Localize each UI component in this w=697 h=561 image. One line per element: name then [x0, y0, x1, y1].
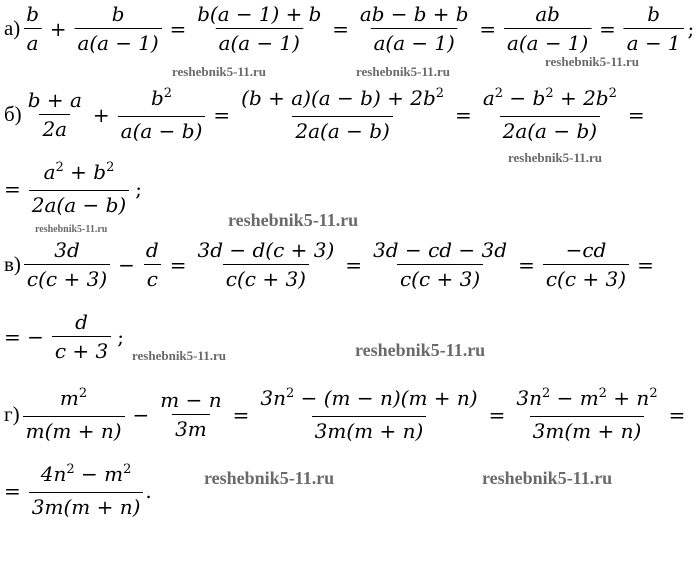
- numerator-text: + b: [63, 160, 107, 184]
- numerator: d: [145, 238, 159, 262]
- denominator: c(c + 3): [543, 264, 629, 291]
- exponent: 2: [541, 386, 551, 401]
- part-label-a: а): [4, 16, 21, 40]
- solution-v-line-1: [4, 238, 660, 291]
- equals-sign: =: [668, 402, 686, 427]
- numerator: b: [26, 2, 39, 27]
- plus-sign: +: [92, 102, 110, 127]
- semicolon: ;: [687, 16, 695, 41]
- fraction: [513, 386, 660, 443]
- equals-sign: =: [479, 16, 497, 41]
- equals-sign: =: [332, 16, 349, 41]
- numerator: m − n: [160, 388, 222, 412]
- numerator-text: 3n: [516, 386, 542, 410]
- fraction: [257, 386, 480, 443]
- exponent: 2: [608, 86, 617, 101]
- exponent: 2: [598, 386, 607, 401]
- fraction: [29, 160, 129, 217]
- numerator-text: a: [482, 86, 495, 110]
- equals-sign: =: [637, 252, 654, 277]
- solution-b-line-1: [4, 86, 651, 143]
- fraction: [357, 2, 472, 55]
- solution-a-line-1: [4, 2, 694, 55]
- numerator-text: + 2b: [553, 86, 609, 110]
- minus-sign: −: [132, 402, 150, 427]
- numerator: [41, 160, 118, 190]
- equals-sign: =: [345, 252, 363, 277]
- denominator: a(a − b): [118, 116, 206, 143]
- equals-sign: =: [169, 252, 187, 277]
- equals-sign: =: [232, 402, 250, 427]
- watermark: reshebnik5-11.ru: [204, 468, 335, 488]
- exponent: 2: [123, 462, 132, 477]
- numerator-text: − b: [503, 86, 546, 110]
- denominator: 2a(a − b): [29, 190, 129, 217]
- numerator-text: b: [150, 86, 164, 110]
- numerator-text: (b + a)(a − b) + 2b: [241, 86, 436, 110]
- exponent: 2: [66, 462, 75, 477]
- exponent: 2: [106, 160, 115, 175]
- part-label-g: г): [4, 402, 20, 426]
- exponent: 2: [435, 86, 445, 101]
- numerator: 3d − cd − 3d: [373, 238, 508, 262]
- equals-sign: =: [627, 102, 645, 127]
- denominator: c(c + 3): [397, 264, 483, 291]
- denominator: a(a − 1): [74, 28, 161, 55]
- semicolon: ;: [117, 324, 125, 349]
- denominator: 2a: [39, 114, 70, 141]
- numerator: [38, 462, 135, 492]
- exponent: 2: [545, 86, 554, 101]
- minus-sign: −: [118, 252, 135, 277]
- numerator-text: + n: [606, 386, 650, 410]
- period: .: [145, 478, 152, 503]
- numerator: [257, 386, 480, 416]
- numerator: d: [75, 310, 88, 334]
- plus-sign: +: [49, 16, 67, 41]
- denominator: a(a − 1): [504, 28, 591, 55]
- numerator: b: [647, 2, 661, 27]
- fraction: [504, 2, 591, 55]
- denominator: 2a(a − b): [292, 116, 392, 143]
- equals-sign: =: [169, 16, 187, 41]
- denominator: c: [144, 264, 161, 291]
- watermark: reshebnik5-11.ru: [172, 64, 267, 79]
- exponent: 2: [285, 386, 295, 401]
- denominator: c(c + 3): [223, 264, 309, 291]
- solution-g-line-1: [4, 386, 691, 443]
- fraction: [24, 238, 110, 291]
- numerator-text: 4n: [40, 462, 67, 486]
- numerator: 3d: [54, 238, 80, 262]
- numerator: b + a: [27, 88, 82, 112]
- fraction: [238, 86, 447, 143]
- exponent: 2: [163, 86, 173, 101]
- numerator: ab − b + b: [359, 2, 469, 27]
- fraction: [52, 310, 111, 363]
- equals-sign: =: [4, 478, 21, 503]
- solution-g-line-2: [4, 462, 152, 519]
- denominator: a: [24, 28, 42, 55]
- numerator-text: − m: [550, 386, 599, 410]
- fraction: [25, 88, 85, 141]
- numerator-text: m: [59, 386, 79, 410]
- fraction: [370, 238, 510, 291]
- numerator: b: [111, 2, 125, 27]
- numerator: 3d − d(c + 3): [197, 238, 335, 262]
- numerator: [238, 86, 447, 116]
- fraction: [480, 86, 620, 143]
- fraction: [624, 2, 684, 55]
- numerator-text: − (m − n)(m + n): [294, 386, 478, 410]
- numerator: [480, 86, 620, 116]
- numerator: [57, 386, 90, 416]
- fraction: [157, 388, 224, 441]
- denominator: a − 1: [624, 28, 684, 55]
- numerator-text: 3n: [260, 386, 286, 410]
- denominator: 2a(a − b): [500, 116, 600, 143]
- denominator: 3m: [172, 414, 210, 441]
- denominator: 3m(m + n): [530, 416, 645, 443]
- equals-sign: =: [488, 402, 506, 427]
- numerator: [513, 386, 660, 416]
- watermark: reshebnik5-11.ru: [132, 348, 227, 363]
- fraction: [74, 2, 161, 55]
- watermark: reshebnik5-11.ru: [35, 224, 108, 235]
- numerator: ab: [535, 2, 560, 27]
- solution-b-line-2: [4, 160, 142, 217]
- denominator: a(a − 1): [371, 28, 458, 55]
- equals-sign: =: [518, 252, 535, 277]
- part-label-b: б): [4, 102, 22, 126]
- watermark: reshebnik5-11.ru: [356, 64, 451, 79]
- solution-v-line-2: [4, 310, 124, 363]
- denominator: 3m(m + n): [312, 416, 427, 443]
- fraction: [23, 386, 125, 443]
- denominator: c(c + 3): [24, 264, 110, 291]
- exponent: 2: [55, 160, 64, 175]
- equals-sign: =: [455, 102, 472, 127]
- numerator: b(a − 1) + b: [197, 2, 322, 27]
- part-label-v: в): [4, 252, 21, 276]
- exponent: 2: [494, 86, 504, 101]
- fraction: [543, 238, 629, 291]
- fraction: [194, 238, 337, 291]
- fraction: [143, 238, 162, 291]
- numerator: −cd: [565, 238, 607, 262]
- equals-minus-sign: = −: [4, 324, 44, 349]
- numerator-text: a: [43, 160, 56, 184]
- equals-sign: =: [599, 16, 616, 41]
- fraction: [194, 2, 324, 55]
- fraction: [29, 462, 144, 519]
- equals-sign: =: [213, 102, 231, 127]
- watermark: reshebnik5-11.ru: [545, 54, 640, 69]
- denominator: 3m(m + n): [29, 492, 144, 519]
- exponent: 2: [78, 386, 88, 401]
- semicolon: ;: [135, 176, 142, 201]
- fraction: [118, 86, 206, 143]
- watermark: reshebnik5-11.ru: [508, 150, 603, 165]
- watermark: reshebnik5-11.ru: [355, 340, 486, 360]
- numerator: [148, 86, 175, 116]
- watermark: reshebnik5-11.ru: [228, 210, 359, 230]
- fraction: [23, 2, 42, 55]
- exponent: 2: [649, 386, 658, 401]
- numerator-text: − m: [74, 462, 124, 486]
- denominator: m(m + n): [23, 416, 125, 443]
- denominator: c + 3: [52, 336, 111, 363]
- watermark: reshebnik5-11.ru: [482, 468, 613, 488]
- equals-sign: =: [4, 176, 21, 201]
- denominator: a(a − 1): [216, 28, 303, 55]
